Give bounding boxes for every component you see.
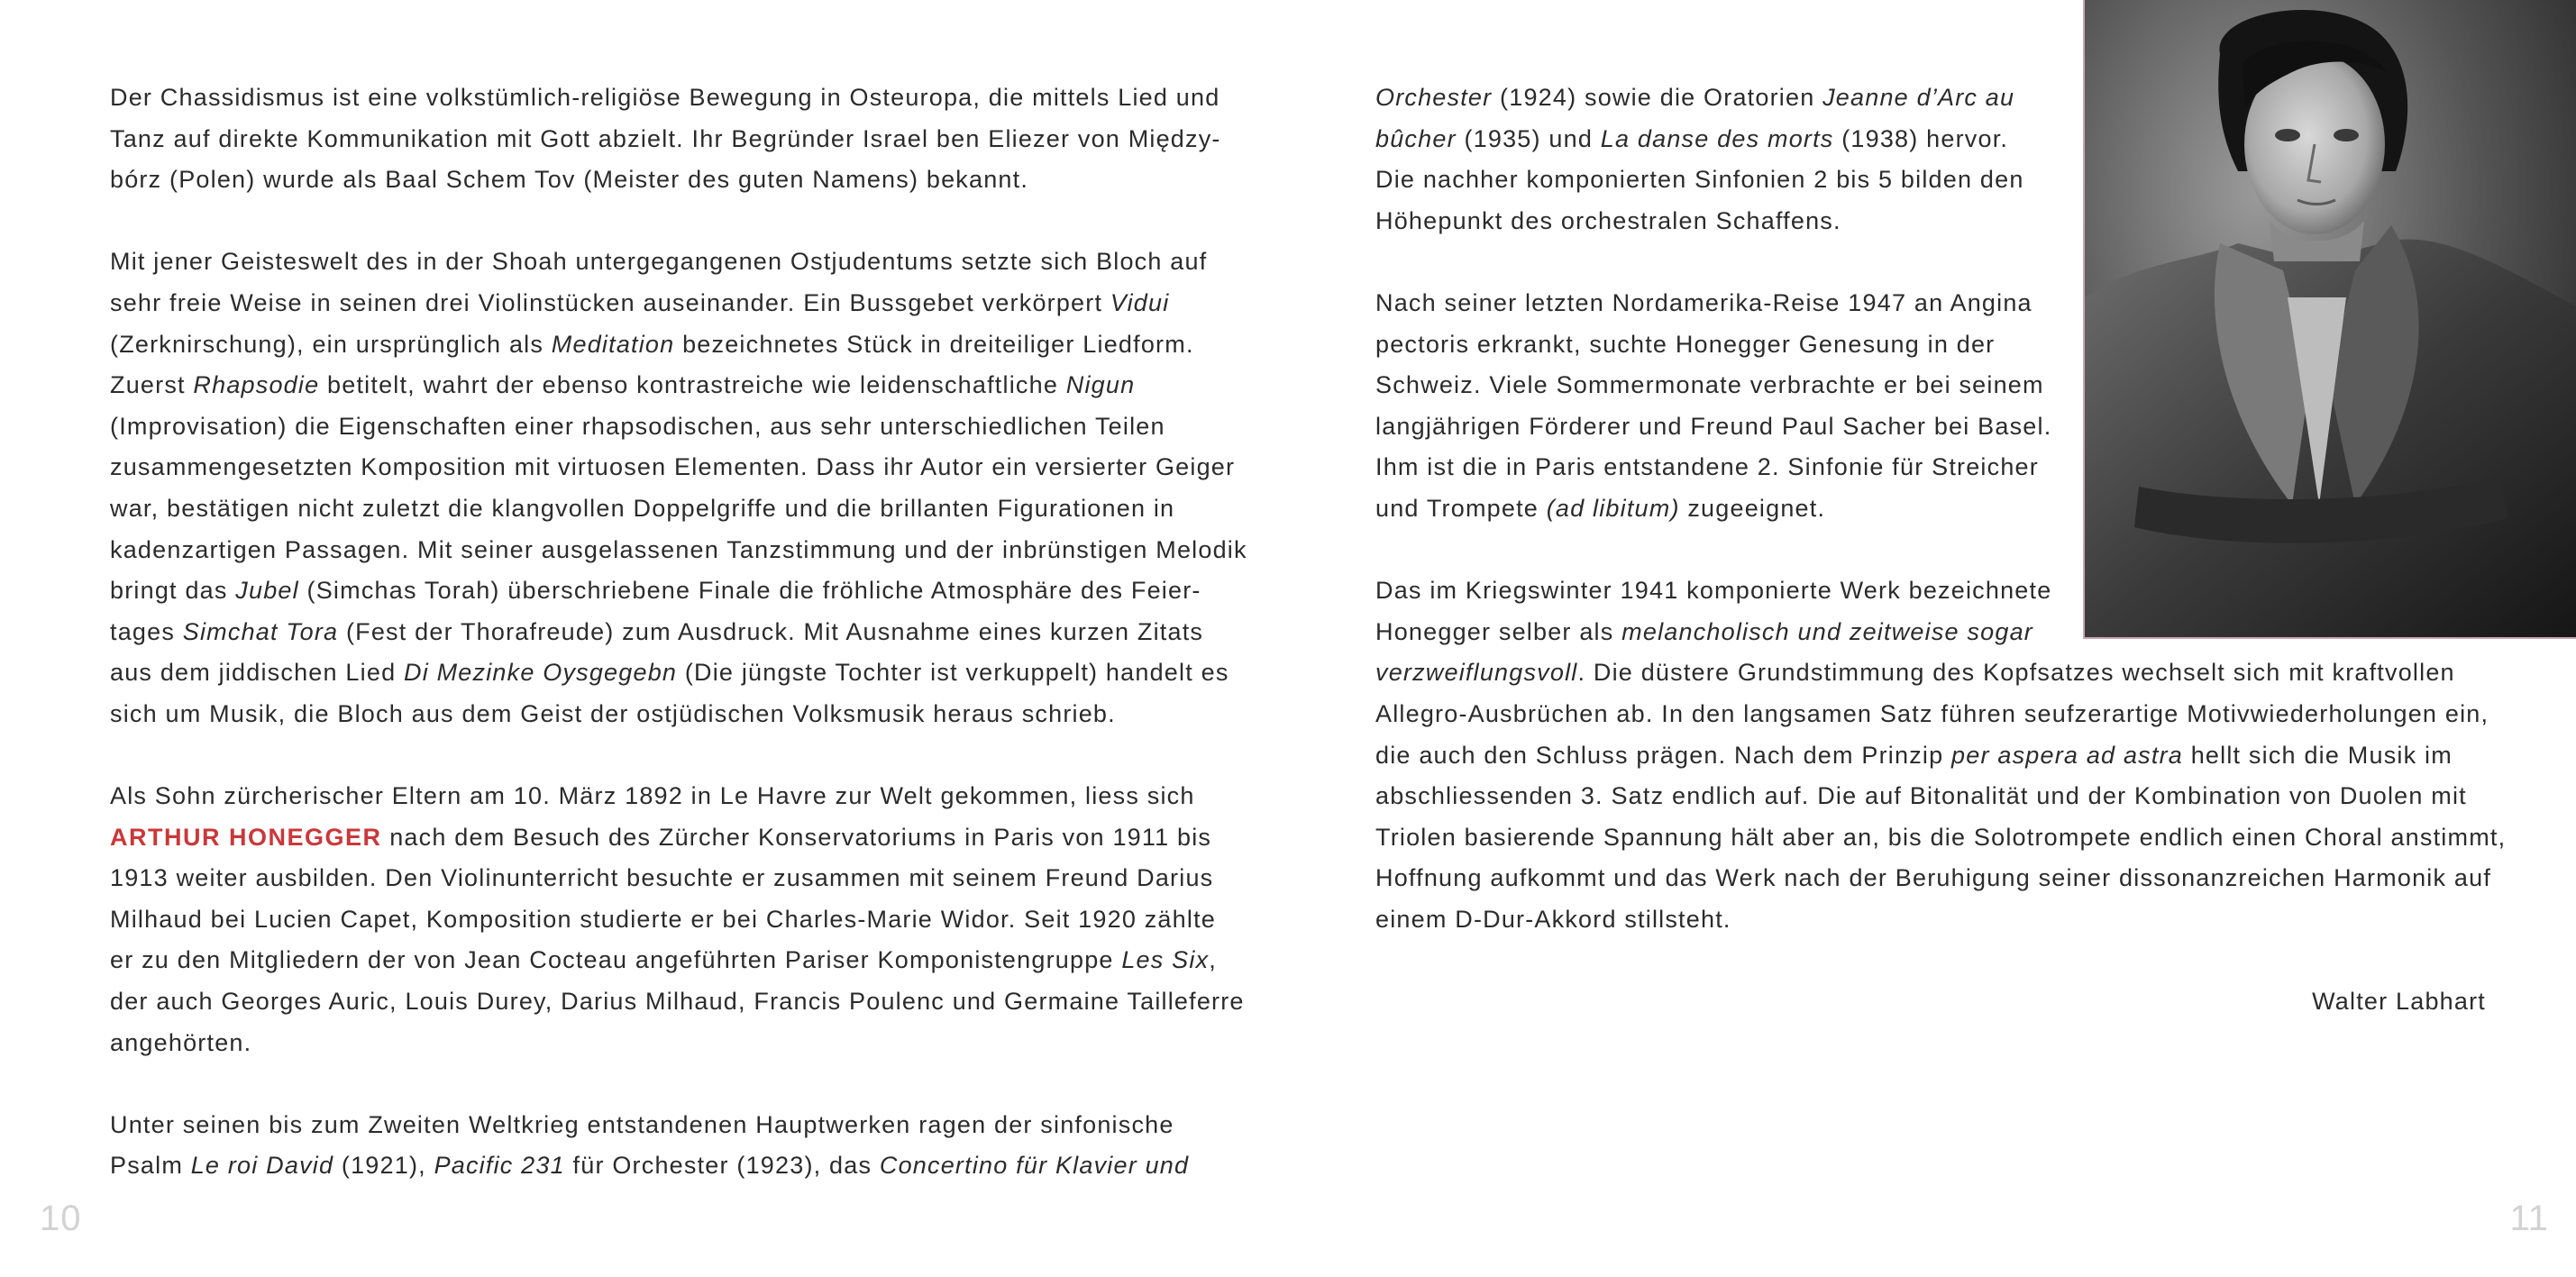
italic-phrase: per aspera ad astra: [1951, 741, 2183, 769]
text-run: (Fest der Thorafreude) zum Ausdruck. Mit Ausnahme eines kurzen Zitats: [338, 617, 1204, 645]
text-run: (1938) hervor.: [1833, 124, 2009, 152]
text-run: sehr freie Weise in seinen drei Violinstücken auseinander. Ein Bussgebet verkörpert: [110, 288, 1110, 316]
text-line: langjährigen Förderer und Freund Paul Sacher bei Basel.: [1375, 412, 2052, 440]
italic-phrase: verzweiflungsvoll: [1375, 659, 1578, 687]
text-line: Triolen basierende Spannung hält aber an, bis die Solotrompete endlich einen Choral anstimmt,: [1375, 823, 2507, 851]
paragraph-bloch: [110, 242, 1247, 734]
text-run: aus dem jiddischen Lied: [110, 659, 404, 687]
text-line: abschliessenden 3. Satz endlich auf. Die auf Bitonalität und der Kombination von Duolen mit: [1375, 782, 2467, 810]
text-line: [110, 940, 1217, 981]
text-line: Als Sohn zürcherischer Eltern am 10. März 1892 in Le Havre zur Welt gekommen, liess sich: [110, 782, 1195, 810]
page-number-right: 11: [2509, 1199, 2549, 1238]
work-title: Le roi David: [190, 1152, 334, 1180]
text-run: Psalm: [110, 1152, 191, 1180]
composer-name-highlight: ARTHUR HONEGGER: [110, 823, 382, 851]
work-title: Pacific 231: [434, 1152, 565, 1180]
text-run: für Orchester (1923), das: [564, 1152, 880, 1180]
text-line: 1913 weiter ausbilden. Den Violinunterricht besuchte er zusammen mit seinem Freund Darius: [110, 864, 1214, 892]
text-line: Der Chassidismus ist eine volkstümlich-religiöse Bewegung in Osteuropa, die mittels Lied und: [110, 84, 1220, 111]
text-run: (1935) und: [1456, 124, 1601, 152]
text-line: pectoris erkrankt, suchte Honegger Genesung in der: [1375, 330, 1996, 358]
text-run: ,: [1209, 946, 1217, 974]
text-line: kadenzartigen Passagen. Mit seiner ausgelassenen Tanzstimmung und der inbrünstigen Melodik: [110, 535, 1247, 563]
text-line: war, bestätigen nicht zuletzt die klangvollen Doppelgriffe und die brillanten Figurationen in: [110, 494, 1175, 522]
work-title: Meditation: [551, 330, 675, 358]
italic-phrase: melancholisch und zeitweise sogar: [1621, 617, 2033, 645]
work-title: Rhapsodie: [193, 371, 320, 399]
text-line: [110, 817, 1210, 859]
work-title: Orchester: [1375, 84, 1493, 111]
text-line: Tanz auf direkte Kommunikation mit Gott abzielt. Ihr Begründer Israel ben Eliezer von Między-: [110, 124, 1221, 152]
text-line: [110, 365, 1210, 406]
work-title: Jubel: [235, 577, 299, 605]
work-title: Jeanne d’Arc au: [1822, 84, 2015, 111]
text-run: er zu den Mitgliedern der von Jean Cocteau angeführten Pariser Komponistengruppe: [110, 946, 1122, 974]
paragraph-honegger-bio: [110, 776, 1245, 1063]
text-line: Mit jener Geisteswelt des in der Shoah untergegangenen Ostjudentums setzte sich Bloch auf: [110, 248, 1208, 276]
text-line: [110, 652, 1229, 694]
work-title: Concertino für Klavier und: [879, 1152, 1190, 1180]
work-title: Simchat Tora: [182, 617, 339, 645]
text-run: die auch den Schluss prägen. Nach dem Prinzip: [1375, 741, 1952, 769]
text-run: nach dem Besuch des Zürcher Konservatoriums in Paris von 1911 bis: [381, 823, 1212, 851]
text-line: [1375, 652, 2486, 694]
text-run: Honegger selber als: [1375, 617, 1622, 645]
text-line: [110, 324, 1210, 366]
text-line: (Improvisation) die Eigenschaften einer rhapsodischen, aus sehr unterschiedlichen Teilen: [110, 412, 1165, 440]
text-line: [110, 612, 1210, 653]
text-line: [1375, 735, 2486, 777]
text-line: Unter seinen bis zum Zweiten Weltkrieg entstandenen Hauptwerken ragen der sinfonische: [110, 1110, 1174, 1138]
text-line: Das im Kriegswinter 1941 komponierte Werk bezeichnete: [1375, 577, 2052, 605]
text-run: und Trompete: [1375, 494, 1547, 522]
text-line: Höhepunkt des orchestralen Schaffens.: [1375, 206, 1841, 234]
text-line: Milhaud bei Lucien Capet, Komposition studierte er bei Charles-Marie Widor. Seit 1920 zählte: [110, 905, 1216, 933]
work-title: Les Six: [1121, 946, 1210, 974]
composer-portrait-photo: [2083, 0, 2576, 639]
text-run: bringt das: [110, 577, 236, 605]
text-line: angehörten.: [110, 1028, 252, 1056]
text-line: [110, 570, 1210, 612]
text-run: (Zerknirschung), ein ursprünglich als: [110, 330, 552, 358]
work-title: Di Mezinke Oysgegebn: [404, 659, 678, 687]
paragraph-chassidismus: [110, 78, 1221, 201]
text-line: [110, 283, 1210, 324]
text-run: Zuerst: [110, 371, 194, 399]
text-line: der auch Georges Auric, Louis Durey, Darius Milhaud, Francis Poulenc und Germaine Tailleferre: [110, 988, 1245, 1016]
text-line: zusammengesetzten Komposition mit virtuosen Elementen. Dass ihr Autor ein versierter Geiger: [110, 453, 1236, 481]
text-line: Nach seiner letzten Nordamerika-Reise 1947 an Angina: [1375, 288, 2032, 316]
work-title: Vidui: [1110, 288, 1170, 316]
page-number-left: 10: [40, 1199, 82, 1238]
text-line: bórz (Polen) wurde als Baal Schem Tov (Meister des guten Namens) bekannt.: [110, 166, 1029, 194]
text-line: einem D-Dur-Akkord stillsteht.: [1375, 905, 1731, 933]
text-run: (Die jüngste Tochter ist verkuppelt) handelt es: [677, 659, 1229, 687]
text-line: Schweiz. Viele Sommermonate verbrachte er bei seinem: [1375, 371, 2044, 399]
text-run: betitelt, wahrt der ebenso kontrastreiche wie leidenschaftliche: [319, 371, 1066, 399]
text-line: Die nachher komponierten Sinfonien 2 bis 5 bilden den: [1375, 166, 2024, 194]
paragraph-works: [110, 1105, 1210, 1187]
text-line: Allegro-Ausbrüchen ab. In den langsamen Satz führen seufzerartige Motivwiederholungen ein,: [1375, 699, 2489, 727]
text-run: hellt sich die Musik im: [2183, 741, 2453, 769]
text-line: [110, 1145, 1210, 1187]
text-run: (1924) sowie die Oratorien: [1492, 84, 1823, 111]
text-line: sich um Musik, die Bloch aus dem Geist der ostjüdischen Volksmusik heraus schrieb.: [110, 699, 1116, 727]
text-line: Hoffnung aufkommt und das Werk nach der Beruhigung seiner dissonanzreichen Harmonik auf: [1375, 864, 2492, 892]
work-title: Nigun: [1065, 371, 1136, 399]
italic-phrase: (ad libitum): [1546, 494, 1680, 522]
work-title: bûcher: [1375, 124, 1457, 152]
text-run: bezeichnetes Stück in dreiteiliger Liedform.: [674, 330, 1194, 358]
work-title: La danse des morts: [1600, 124, 1834, 152]
text-run: (Simchas Torah) überschriebene Finale die fröhliche Atmosphäre des Feier-: [298, 577, 1201, 605]
text-line: Ihm ist die in Paris entstandene 2. Sinfonie für Streicher: [1375, 453, 2039, 481]
text-run: (1921),: [333, 1152, 434, 1180]
author-signature: Walter Labhart: [2312, 988, 2486, 1016]
text-run: . Die düstere Grundstimmung des Kopfsatzes wechselt sich mit kraftvollen: [1577, 659, 2455, 687]
text-run: tages: [110, 617, 183, 645]
text-run: zugeeignet.: [1679, 494, 1826, 522]
portrait-illustration: [2085, 0, 2576, 637]
left-text-column: [110, 78, 1247, 1228]
